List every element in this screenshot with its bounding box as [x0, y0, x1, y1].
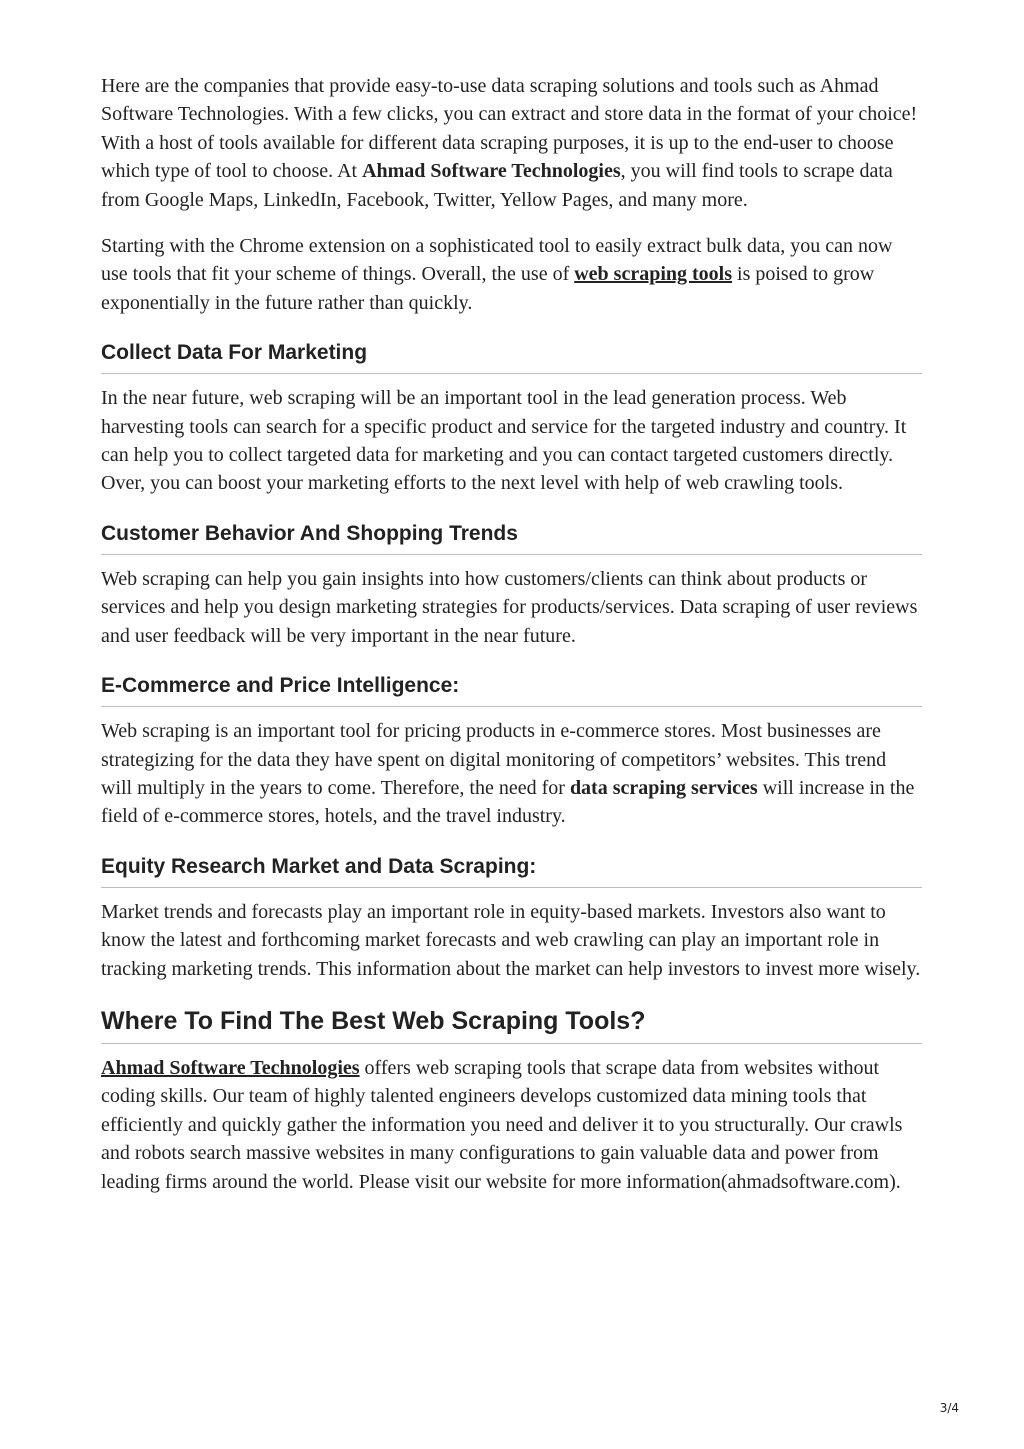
heading-collect-data-marketing: Collect Data For Marketing [101, 339, 922, 374]
data-scraping-services-bold: data scraping services [569, 776, 758, 799]
heading-ecommerce-price: E-Commerce and Price Intelligence: [101, 672, 922, 707]
page-number: 3/4 [939, 1401, 959, 1415]
heading-customer-behavior: Customer Behavior And Shopping Trends [101, 520, 922, 555]
where-text: offers web scraping tools that scrape data from websites without coding skills. Our team of highly talented engineers develops customized data mining tools that efficiently and quickly gather the information you need and deliver it to you structurally. Our crawls and robots search massive websites in many configurations to gain valuable data and power from leading firms around the world. Please visit our website for more information(ahmadsoftware.com). [101, 1056, 903, 1193]
ecommerce-text-2: will increase in the field of e-commerce stores, hotels, and the travel industry. [101, 776, 915, 828]
ecommerce-text-1: Web scraping is an important tool for pricing products in e-commerce stores. Most businesses are strategizing for the data they have spent on digital monitoring of competitors’ websites. This trend will multiply in the years to come. Therefore, the need for [101, 720, 887, 799]
intro-paragraph-1 [101, 72, 922, 214]
intro2-text-2: is poised to grow exponentially in the future rather than quickly. [101, 263, 875, 314]
equity-paragraph: Market trends and forecasts play an important role in equity-based markets. Investors also want to know the latest and forthcoming market forecasts and web crawling can play an important role in tracking marketing trends. This information about the market can help investors to invest more wisely. [101, 900, 921, 980]
ahmad-software-link[interactable]: Ahmad Software Technologies [101, 1056, 360, 1079]
heading-equity-research: Equity Research Market and Data Scraping: [101, 853, 922, 888]
ecommerce-paragraph [101, 717, 922, 831]
behavior-paragraph: Web scraping can help you gain insights into how customers/clients can think about products or services and help you design marketing strategies for products/services. Data scraping of user reviews and user feedback will be very important in the near future. [101, 567, 918, 647]
marketing-paragraph: In the near future, web scraping will be an important tool in the lead generation process. Web harvesting tools can search for a specific product and service for the targeted industry and country. It can help you to collect targeted data for marketing and you can contact targeted customers directly. Over, you can boost your marketing efforts to the next level with help of web crawling tools. [101, 387, 907, 495]
intro2-text-1: Starting with the Chrome extension on a sophisticated tool to easily extract bulk data, you can now use tools that fit your scheme of things. Overall, the use of [101, 235, 893, 286]
web-scraping-tools-link[interactable]: web scraping tools [574, 263, 733, 286]
intro-paragraph-2 [101, 232, 922, 317]
where-paragraph [101, 1054, 922, 1196]
company-name-bold: Ahmad Software Technologies [362, 160, 621, 183]
intro-text-2: , you will find tools to scrape data from Google Maps, LinkedIn, Facebook, Twitter, Yellow Pages, and many more. [101, 160, 893, 211]
intro-text-1: Here are the companies that provide easy-to-use data scraping solutions and tools such as Ahmad Software Technologies. With a few clicks, you can extract and store data in the format of your choice! With a host of tools available for different data scraping purposes, it is up to the end-user to choose which type of tool to choose. At [101, 75, 918, 183]
document-page [101, 70, 922, 1196]
heading-where-to-find: Where To Find The Best Web Scraping Tools? [101, 1005, 922, 1044]
